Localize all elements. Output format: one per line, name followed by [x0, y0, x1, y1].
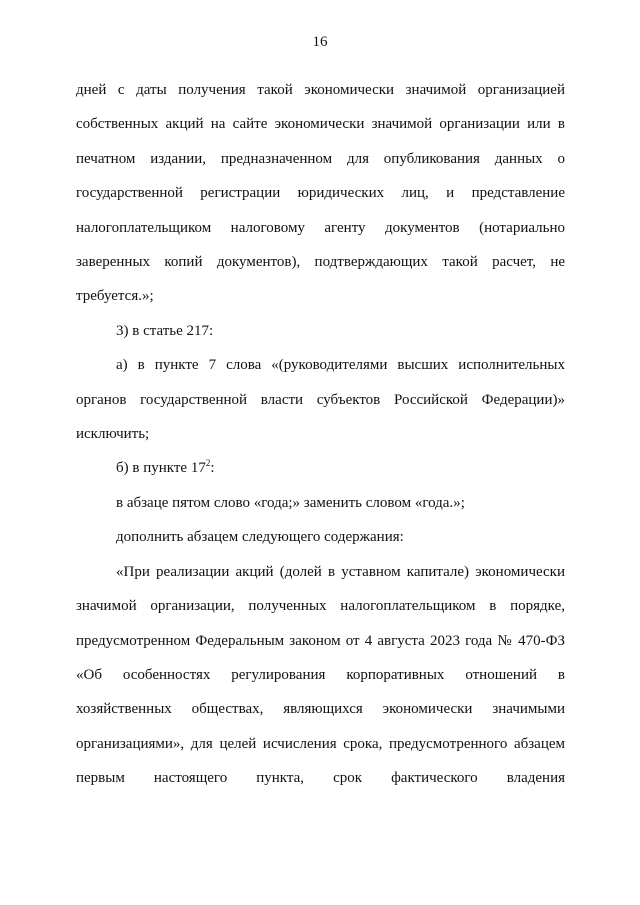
paragraph-quoted-text: «При реализации акций (долей в уставном капитале) экономически значимой организации, полученных налогоплательщиком в порядке, предусмотренном Федеральным законом от 4 августа 2023 года № 470-ФЗ «Об особенностях регулирования корпоративных отношений в хозяйственных обществах, являющихся экономически значимыми организациями», для целей исчисления срока, предусмотренного абзацем первым настоящего пункта, срок фактического владения — [76, 563, 565, 787]
paragraph-item-b — [76, 451, 565, 485]
paragraph-add-abzac: дополнить абзацем следующего содержания: — [116, 529, 404, 546]
paragraph-continuation: дней с даты получения такой экономически значимой организацией собственных акций на сайте экономически значимой организации или в печатном издании, предназначенном для опубликования данных о государственной регистрации юридических лиц, и представление налогоплательщиком налоговому агенту документов (нотариально заверенных копий документов), подтверждающих такой расчет, не требуется.»; — [76, 82, 565, 305]
paragraph-replace-word: в абзаце пятом слово «года;» заменить словом «года.»; — [116, 494, 465, 511]
paragraph-item-a: а) в пункте 7 слова «(руководителями высших исполнительных органов государственной власти субъектов Российской Федерации)» исключить; — [76, 357, 565, 443]
item-b-text: б) в пункте 17 — [116, 460, 206, 477]
item-b-superscript: 2 — [205, 458, 211, 469]
page-number: 16 — [312, 34, 328, 50]
paragraph-article-217: 3) в статье 217: — [116, 322, 214, 339]
item-b-colon: : — [210, 460, 215, 477]
document-body — [76, 73, 565, 796]
